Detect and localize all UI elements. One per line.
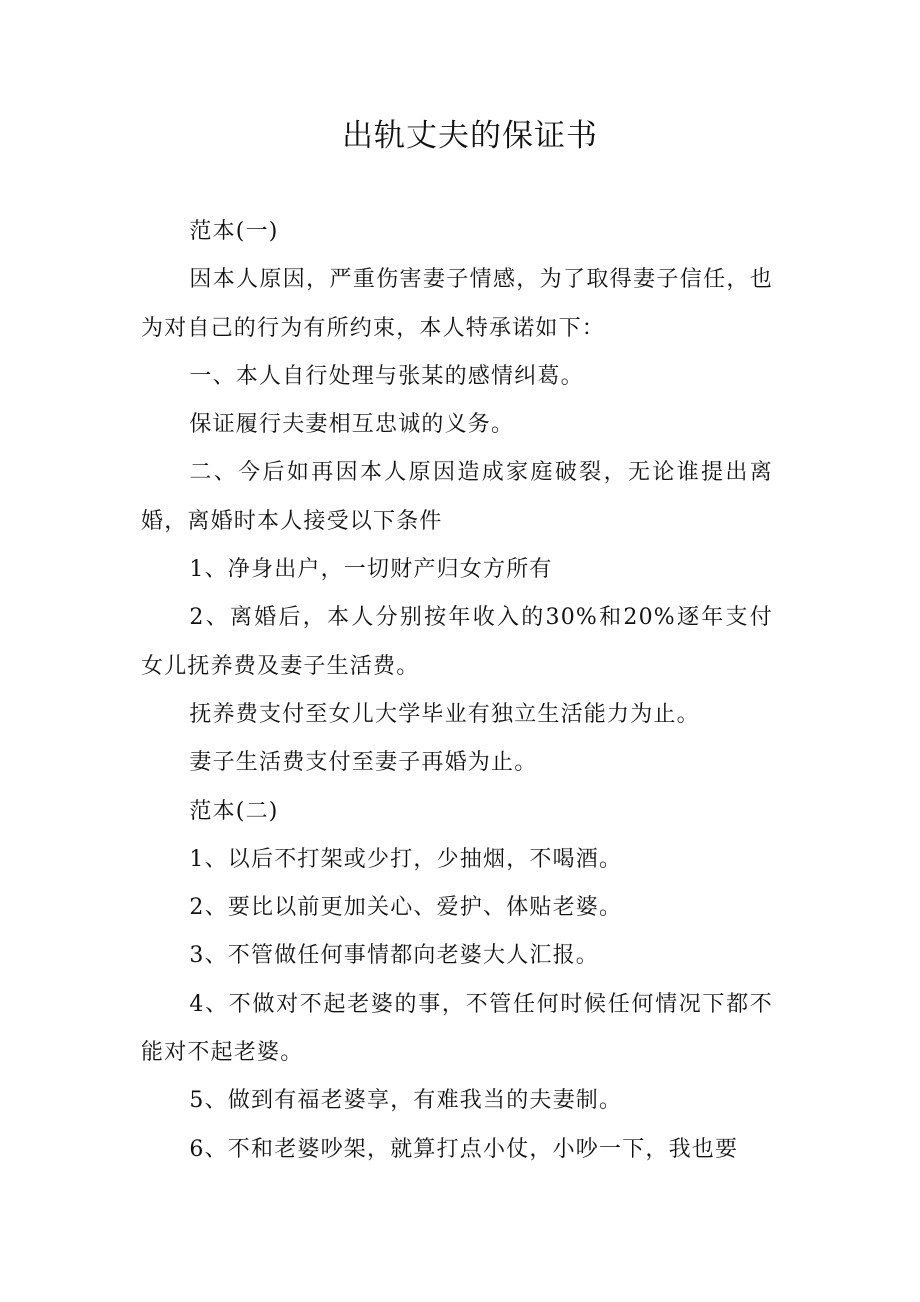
paragraph-fidelity: 保证履行夫妻相互忠诚的义务。 xyxy=(189,412,515,438)
paragraph-condition-1: 1、净身出户，一切财产归女方所有 xyxy=(189,557,553,583)
paragraph-item-one: 一、本人自行处理与张某的感情纠葛。 xyxy=(189,363,584,389)
paragraph-spouse-support: 妻子生活费支付至妻子再婚为止。 xyxy=(189,750,538,776)
paragraph-pledge-4: 4、不做对不起老婆的事，不管任何时候任何情况下都不能对不起老婆。 xyxy=(141,991,773,1066)
paragraph-condition-2: 2、离婚后，本人分别按年收入的30%和20%逐年支付女儿抚养费及妻子生活费。 xyxy=(141,605,773,679)
paragraph-child-support: 抚养费支付至女儿大学毕业有独立生活能力为止。 xyxy=(189,701,700,727)
document-title: 出轨丈夫的保证书 xyxy=(342,118,598,154)
paragraph-pledge-1: 1、以后不打架或少打，少抽烟，不喝酒。 xyxy=(189,846,623,872)
paragraph-pledge-6: 6、不和老婆吵架，就算打点小仗，小吵一下，我也要 xyxy=(189,1136,739,1162)
paragraph-template-1-heading: 范本(一) xyxy=(189,219,279,244)
document-body xyxy=(141,208,773,1174)
paragraph-template-2-heading: 范本(二) xyxy=(189,798,279,824)
paragraph-pledge-2: 2、要比以前更加关心、爱护、体贴老婆。 xyxy=(189,895,623,921)
paragraph-intro: 因本人原因，严重伤害妻子情感，为了取得妻子信任，也为对自己的行为有所约束，本人特承诺如下： xyxy=(141,267,773,341)
paragraph-pledge-3: 3、不管做任何事情都向老婆大人汇报。 xyxy=(189,943,599,969)
paragraph-pledge-5: 5、做到有福老婆享，有难我当的夫妻制。 xyxy=(189,1088,623,1114)
paragraph-item-two: 二、今后如再因本人原因造成家庭破裂，无论谁提出离婚，离婚时本人接受以下条件 xyxy=(141,460,773,534)
